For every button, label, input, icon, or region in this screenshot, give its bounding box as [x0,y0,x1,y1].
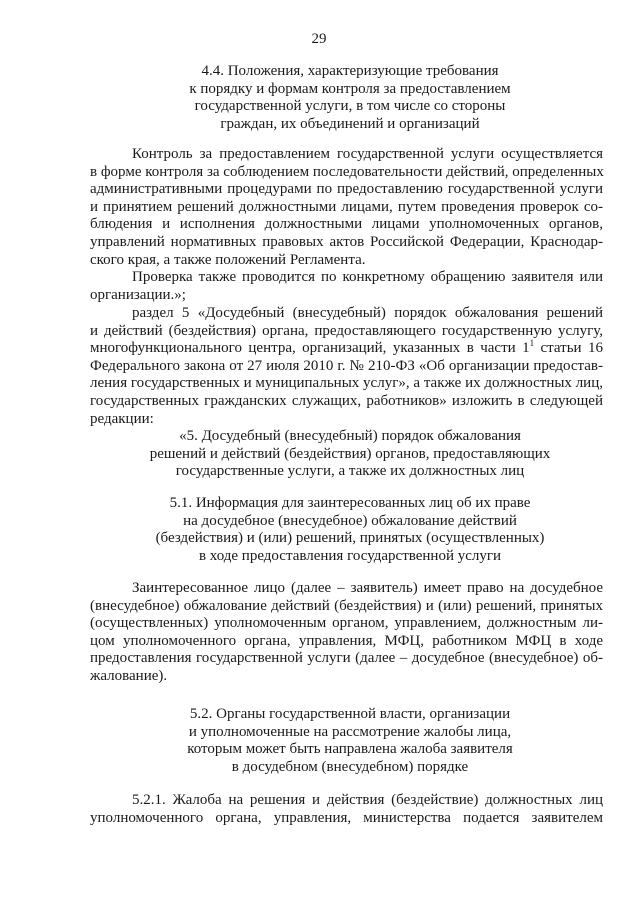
paragraph-text: статьи 16 [534,340,604,357]
heading-line: решений и действий (бездействия) органов, предоставляющих [149,445,551,462]
paragraph-line: Федерального закона от 27 июля 2010 г. № 210-ФЗ «Об организации предостав- [90,357,603,374]
paragraph-line: уполномоченного органа, управления, министерства подается заявителем [90,809,603,826]
paragraph-line [90,340,603,358]
paragraph-5-2-1 [90,792,603,827]
paragraph-line: ского края, а также положений Регламента. [90,251,366,268]
heading-line: государственные услуги, а также их должностных лиц [175,463,525,479]
heading-line: на досудебное (внесудебное) обжалование действий [183,512,517,529]
superscript: 1 [529,338,535,349]
heading-line: «5. Досудебный (внесудебный) порядок обжалования [179,428,521,444]
section-5-1-heading [90,495,610,565]
paragraph-line: государственных гражданских служащих, работников» изложить в следующей [90,392,603,409]
paragraph-line: организации.»; [90,286,186,303]
paragraph-line: цом уполномоченного органа, управления, МФЦ, работником МФЦ в ходе [90,632,603,649]
paragraph-line: (осуществленных) уполномоченным органом, управлением, должностным ли- [90,615,603,632]
paragraph-line: Проверка также проводится по конкретному обращению заявителя или [132,269,603,285]
paragraph-line: (внесудебное) обжалование действий (бездействия) и (или) решений, принятых [90,597,603,614]
section-4-4-heading [90,63,610,133]
heading-line: государственной услуги, в том числе со стороны [194,98,506,114]
heading-line: к порядку и формам контроля за предоставлением [189,80,511,97]
paragraph-line: и принятием решений должностными лицами, путем проведения проверок со- [90,198,603,215]
heading-line: в досудебном (внесудебном) порядке [231,758,469,775]
paragraph-line: 5.2.1. Жалоба на решения и действия (бездействие) должностных лиц [132,792,603,808]
heading-line: которым может быть направлена жалоба заявителя [187,741,513,757]
paragraph-line: ления государственных и муниципальных услуг», а также их должностных лиц, [90,375,603,392]
paragraph-line: жалование). [90,667,168,684]
heading-line: (бездействия) и (или) решений, принятых (осуществленных) [155,530,545,546]
heading-line: и уполномоченные на рассмотрение жалобы лица, [188,723,512,740]
paragraph-line: управлений нормативных правовых актов Российской Федерации, Краснодар- [90,233,603,250]
paragraph-line: и действий (бездействия) органа, предоставляющего государственную услугу, [90,322,603,339]
section-5-2-heading [90,706,610,776]
paragraph-interested [90,580,603,686]
page-number: 29 [311,31,327,47]
heading-line: в ходе предоставления государственной услуги [198,547,502,564]
paragraph-line: предоставления государственной услуги (далее – досудебное (внесудебное) об- [90,650,603,667]
section-5-title [90,428,610,481]
paragraph-line: Заинтересованное лицо (далее – заявитель) имеет право на досудебное [132,580,603,596]
paragraph-line: блюдения и исполнения должностными лицами уполномоченных органов, [90,216,603,233]
paragraph-line: Контроль за предоставлением государственной услуги осуществляется [132,146,603,162]
heading-line: 5.1. Информация для заинтересованных лиц об их праве [169,495,531,511]
heading-line: 5.2. Органы государственной власти, организации [189,706,511,722]
paragraph-line: административными процедурами по предоставлению государственной услуги [90,181,603,198]
paragraph-check [90,269,603,304]
paragraph-section-5 [90,305,603,428]
paragraph-line: в форме контроля за соблюдением последовательности действий, определенных [90,163,604,180]
heading-line: 4.4. Положения, характеризующие требования [201,63,499,79]
heading-line: граждан, их объединений и организаций [220,115,480,132]
paragraph-line: редакции: [90,410,154,427]
paragraph-control [90,146,603,269]
paragraph-line: раздел 5 «Досудебный (внесудебный) порядок обжалования решений [132,305,603,321]
paragraph-text: многофункционального центра, организаций, указанных в части 1 [90,340,530,357]
